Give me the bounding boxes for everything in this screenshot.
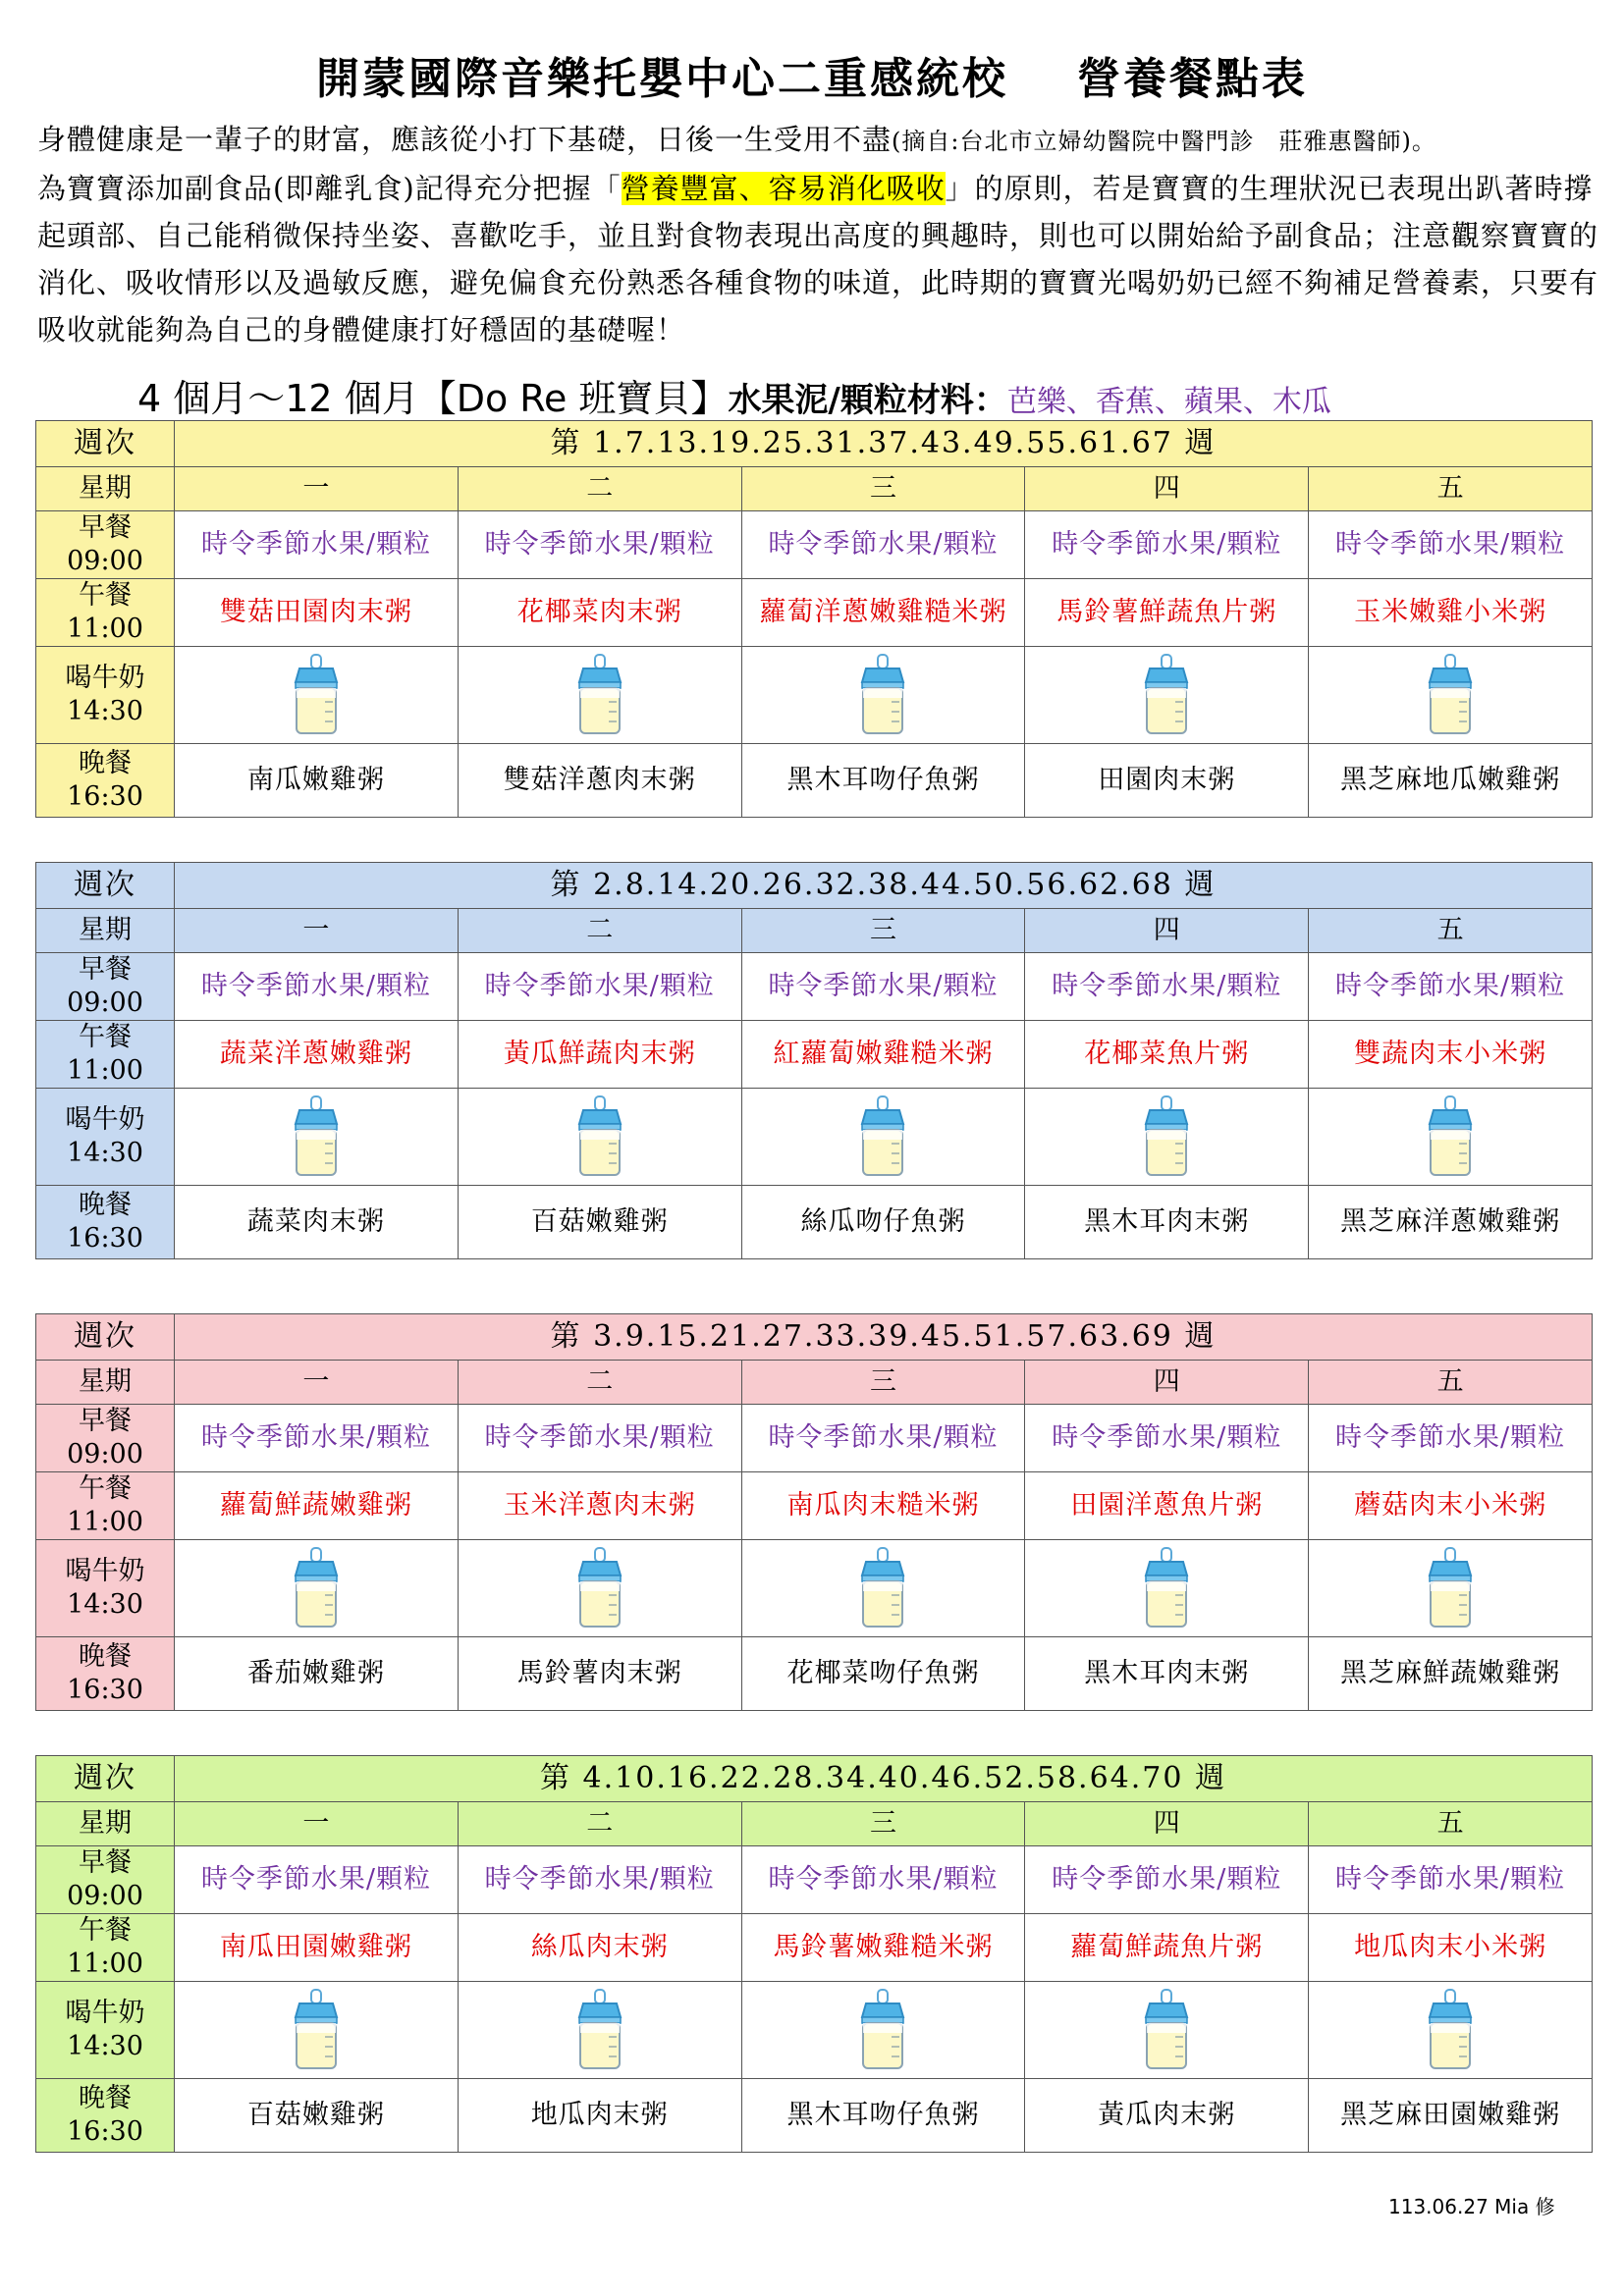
lunch-cell: 馬鈴薯嫩雞糙米粥 xyxy=(741,1914,1025,1982)
breakfast-cell: 時令季節水果/顆粒 xyxy=(1309,1405,1593,1472)
lunch-cell: 紅蘿蔔嫩雞糙米粥 xyxy=(741,1021,1025,1089)
meal-time: 11:00 xyxy=(67,1949,143,1979)
week-numbers: 第 3.9.15.21.27.33.39.45.51.57.63.69 週 xyxy=(175,1314,1593,1361)
milk-cell xyxy=(1309,1089,1593,1186)
dinner-cell: 地瓜肉末粥 xyxy=(458,2079,741,2153)
meal-time: 09:00 xyxy=(67,1439,143,1469)
meal-time: 16:30 xyxy=(67,1223,143,1254)
milk-cell xyxy=(458,1540,741,1637)
breakfast-cell: 時令季節水果/顆粒 xyxy=(175,511,459,579)
dinner-cell: 百菇嫩雞粥 xyxy=(175,2079,459,2153)
milk-cell xyxy=(741,1982,1025,2079)
meal-name: 午餐 xyxy=(79,1022,132,1052)
week-label: 週次 xyxy=(36,421,175,467)
lunch-label xyxy=(36,579,175,647)
meal-name: 晚餐 xyxy=(79,1641,132,1672)
milk-bottle-icon xyxy=(566,1988,634,2072)
day-header: 四 xyxy=(1025,909,1309,953)
meal-name: 早餐 xyxy=(79,512,132,543)
meal-time: 09:00 xyxy=(67,1881,143,1911)
breakfast-cell: 時令季節水果/顆粒 xyxy=(175,1846,459,1914)
milk-bottle-icon xyxy=(848,1546,917,1630)
milk-cell xyxy=(458,647,741,744)
meal-time: 14:30 xyxy=(67,2031,143,2061)
milk-cell xyxy=(1309,647,1593,744)
meal-name: 喝牛奶 xyxy=(65,663,145,693)
menu-table-2 xyxy=(35,862,1593,1259)
revision-note: 113.06.27 Mia 修 xyxy=(1388,2195,1555,2218)
day-header: 四 xyxy=(1025,467,1309,511)
meal-name: 午餐 xyxy=(79,1915,132,1946)
dinner-cell: 絲瓜吻仔魚粥 xyxy=(741,1186,1025,1259)
lunch-cell: 蘿蔔洋蔥嫩雞糙米粥 xyxy=(741,579,1025,647)
milk-bottle-icon xyxy=(848,653,917,737)
day-label: 星期 xyxy=(36,1361,175,1405)
day-header: 一 xyxy=(175,909,459,953)
meal-name: 喝牛奶 xyxy=(65,1104,145,1135)
day-label: 星期 xyxy=(36,1802,175,1846)
milk-cell xyxy=(741,647,1025,744)
dinner-cell: 黑木耳肉末粥 xyxy=(1025,1637,1309,1711)
day-header: 一 xyxy=(175,1361,459,1405)
dinner-cell: 蔬菜肉末粥 xyxy=(175,1186,459,1259)
meal-time: 16:30 xyxy=(67,781,143,812)
week-numbers: 第 2.8.14.20.26.32.38.44.50.56.62.68 週 xyxy=(175,863,1593,909)
milk-cell xyxy=(175,1540,459,1637)
milk-bottle-icon xyxy=(566,653,634,737)
milk-bottle-icon xyxy=(1132,1095,1201,1179)
day-header: 三 xyxy=(741,909,1025,953)
milk-cell xyxy=(175,1089,459,1186)
dinner-cell: 番茄嫩雞粥 xyxy=(175,1637,459,1711)
day-header: 二 xyxy=(458,467,741,511)
lunch-cell: 蘑菇肉末小米粥 xyxy=(1309,1472,1593,1540)
dinner-cell: 黃瓜肉末粥 xyxy=(1025,2079,1309,2153)
day-header: 二 xyxy=(458,1802,741,1846)
menu-table-3 xyxy=(35,1313,1593,1711)
day-label: 星期 xyxy=(36,467,175,511)
lunch-cell: 馬鈴薯鮮蔬魚片粥 xyxy=(1025,579,1309,647)
milk-bottle-icon xyxy=(1132,653,1201,737)
dinner-cell: 黑芝麻洋蔥嫩雞粥 xyxy=(1309,1186,1593,1259)
day-header: 五 xyxy=(1309,1361,1593,1405)
menu-table-1 xyxy=(35,420,1593,818)
week-label: 週次 xyxy=(36,863,175,909)
breakfast-label xyxy=(36,1405,175,1472)
lunch-cell: 蔬菜洋蔥嫩雞粥 xyxy=(175,1021,459,1089)
milk-label xyxy=(36,1540,175,1637)
meal-time: 11:00 xyxy=(67,1055,143,1086)
breakfast-cell: 時令季節水果/顆粒 xyxy=(1309,1846,1593,1914)
lunch-cell: 地瓜肉末小米粥 xyxy=(1309,1914,1593,1982)
meal-name: 晚餐 xyxy=(79,1190,132,1220)
breakfast-cell: 時令季節水果/顆粒 xyxy=(458,953,741,1021)
week-label: 週次 xyxy=(36,1756,175,1802)
day-header: 五 xyxy=(1309,1802,1593,1846)
intro-highlight: 營養豐富、容易消化吸收 xyxy=(621,172,946,205)
meal-time: 09:00 xyxy=(67,988,143,1018)
breakfast-cell: 時令季節水果/顆粒 xyxy=(458,511,741,579)
meal-name: 晚餐 xyxy=(79,748,132,778)
day-label: 星期 xyxy=(36,909,175,953)
day-header: 二 xyxy=(458,909,741,953)
dinner-cell: 百菇嫩雞粥 xyxy=(458,1186,741,1259)
lunch-cell: 南瓜肉末糙米粥 xyxy=(741,1472,1025,1540)
intro-source: (摘自:台北市立婦幼醫院中醫門診 莊雅惠醫師)。 xyxy=(892,128,1436,155)
lunch-cell: 田園洋蔥魚片粥 xyxy=(1025,1472,1309,1540)
meal-time: 14:30 xyxy=(67,696,143,726)
breakfast-cell: 時令季節水果/顆粒 xyxy=(1025,953,1309,1021)
dinner-label xyxy=(36,744,175,818)
fruit-list: 芭樂、香蕉、蘋果、木瓜 xyxy=(1006,385,1331,419)
breakfast-cell: 時令季節水果/顆粒 xyxy=(1025,511,1309,579)
lunch-label xyxy=(36,1472,175,1540)
milk-cell xyxy=(741,1089,1025,1186)
intro-text-3: 」的原則，若是寶寶的生理狀況已表現出趴著時撐起頭部、自己能稍微保持坐姿、喜歡吃手，並且對食物表現出高度的興趣時，則也可以開始給予副食品；注意觀察寶寶的消化、吸收情形以及過敏反應，避免偏食充份熟悉各種食物的味道，此時期的寶寶光喝奶奶已經不夠補足營養素，只要有吸收就能夠為自己的身體健康打好穩固的基礎喔！ xyxy=(37,172,1599,347)
school-name: 開蒙國際音樂托嬰中心二重感統校 xyxy=(316,54,1008,104)
breakfast-cell: 時令季節水果/顆粒 xyxy=(175,1405,459,1472)
meal-name: 喝牛奶 xyxy=(65,1998,145,2028)
milk-cell xyxy=(175,1982,459,2079)
dinner-cell: 花椰菜吻仔魚粥 xyxy=(741,1637,1025,1711)
lunch-cell: 玉米洋蔥肉末粥 xyxy=(458,1472,741,1540)
breakfast-label xyxy=(36,511,175,579)
dinner-cell: 黑芝麻田園嫩雞粥 xyxy=(1309,2079,1593,2153)
milk-bottle-icon xyxy=(282,1988,351,2072)
milk-label xyxy=(36,1982,175,2079)
dinner-cell: 馬鈴薯肉末粥 xyxy=(458,1637,741,1711)
milk-bottle-icon xyxy=(1416,653,1485,737)
meal-time: 11:00 xyxy=(67,614,143,644)
dinner-label xyxy=(36,1637,175,1711)
day-header: 三 xyxy=(741,1802,1025,1846)
lunch-label xyxy=(36,1021,175,1089)
milk-bottle-icon xyxy=(282,1095,351,1179)
meal-name: 早餐 xyxy=(79,954,132,985)
breakfast-cell: 時令季節水果/顆粒 xyxy=(1309,953,1593,1021)
fruit-label: 水果泥/顆粒材料 xyxy=(728,381,974,420)
dinner-cell: 雙菇洋蔥肉末粥 xyxy=(458,744,741,818)
page-title xyxy=(0,43,1624,106)
meal-time: 16:30 xyxy=(67,2116,143,2147)
week-label: 週次 xyxy=(36,1314,175,1361)
meal-time: 14:30 xyxy=(67,1589,143,1620)
milk-cell xyxy=(1025,647,1309,744)
intro-paragraph xyxy=(37,116,1598,353)
milk-cell xyxy=(1309,1982,1593,2079)
breakfast-cell: 時令季節水果/顆粒 xyxy=(741,1405,1025,1472)
week-numbers: 第 4.10.16.22.28.34.40.46.52.58.64.70 週 xyxy=(175,1756,1593,1802)
day-header: 四 xyxy=(1025,1361,1309,1405)
meal-time: 14:30 xyxy=(67,1138,143,1168)
meal-time: 16:30 xyxy=(67,1675,143,1705)
breakfast-cell: 時令季節水果/顆粒 xyxy=(458,1405,741,1472)
dinner-cell: 黑木耳吻仔魚粥 xyxy=(741,2079,1025,2153)
lunch-cell: 南瓜田園嫩雞粥 xyxy=(175,1914,459,1982)
milk-bottle-icon xyxy=(566,1095,634,1179)
dinner-cell: 黑芝麻地瓜嫩雞粥 xyxy=(1309,744,1593,818)
dinner-label xyxy=(36,1186,175,1259)
dinner-cell: 南瓜嫩雞粥 xyxy=(175,744,459,818)
milk-bottle-icon xyxy=(1132,1988,1201,2072)
milk-bottle-icon xyxy=(566,1546,634,1630)
lunch-cell: 花椰菜肉末粥 xyxy=(458,579,741,647)
milk-cell xyxy=(175,647,459,744)
breakfast-label xyxy=(36,1846,175,1914)
meal-name: 午餐 xyxy=(79,1473,132,1504)
milk-cell xyxy=(741,1540,1025,1637)
breakfast-cell: 時令季節水果/顆粒 xyxy=(741,953,1025,1021)
lunch-cell: 雙菇田園肉末粥 xyxy=(175,579,459,647)
lunch-cell: 絲瓜肉末粥 xyxy=(458,1914,741,1982)
breakfast-label xyxy=(36,953,175,1021)
age-range: 4 個月～12 個月【Do Re 班寶貝】 xyxy=(137,377,729,420)
age-subtitle xyxy=(137,368,1591,422)
milk-bottle-icon xyxy=(1416,1095,1485,1179)
breakfast-cell: 時令季節水果/顆粒 xyxy=(175,953,459,1021)
meal-time: 11:00 xyxy=(67,1507,143,1537)
meal-name: 早餐 xyxy=(79,1406,132,1436)
milk-cell xyxy=(1025,1089,1309,1186)
day-header: 一 xyxy=(175,1802,459,1846)
meal-name: 喝牛奶 xyxy=(65,1556,145,1586)
milk-label xyxy=(36,1089,175,1186)
day-header: 三 xyxy=(741,1361,1025,1405)
milk-bottle-icon xyxy=(1416,1988,1485,2072)
milk-bottle-icon xyxy=(282,653,351,737)
dinner-cell: 黑芝麻鮮蔬嫩雞粥 xyxy=(1309,1637,1593,1711)
day-header: 五 xyxy=(1309,909,1593,953)
menu-title: 營養餐點表 xyxy=(1077,54,1308,104)
milk-bottle-icon xyxy=(282,1546,351,1630)
week-numbers: 第 1.7.13.19.25.31.37.43.49.55.61.67 週 xyxy=(175,421,1593,467)
day-header: 四 xyxy=(1025,1802,1309,1846)
breakfast-cell: 時令季節水果/顆粒 xyxy=(1025,1846,1309,1914)
lunch-cell: 蘿蔔鮮蔬魚片粥 xyxy=(1025,1914,1309,1982)
dinner-label xyxy=(36,2079,175,2153)
milk-cell xyxy=(458,1089,741,1186)
meal-name: 午餐 xyxy=(79,580,132,611)
milk-cell xyxy=(1025,1540,1309,1637)
milk-bottle-icon xyxy=(848,1988,917,2072)
lunch-cell: 雙蔬肉末小米粥 xyxy=(1309,1021,1593,1089)
lunch-cell: 蘿蔔鮮蔬嫩雞粥 xyxy=(175,1472,459,1540)
lunch-label xyxy=(36,1914,175,1982)
milk-bottle-icon xyxy=(848,1095,917,1179)
dinner-cell: 田園肉末粥 xyxy=(1025,744,1309,818)
lunch-cell: 玉米嫩雞小米粥 xyxy=(1309,579,1593,647)
milk-bottle-icon xyxy=(1132,1546,1201,1630)
intro-text-1: 身體健康是一輩子的財富，應該從小打下基礎，日後一生受用不盡 xyxy=(37,123,893,156)
lunch-cell: 黃瓜鮮蔬肉末粥 xyxy=(458,1021,741,1089)
dinner-cell: 黑木耳肉末粥 xyxy=(1025,1186,1309,1259)
lunch-cell: 花椰菜魚片粥 xyxy=(1025,1021,1309,1089)
breakfast-cell: 時令季節水果/顆粒 xyxy=(741,511,1025,579)
intro-text-2: 為寶寶添加副食品(即離乳食)記得充分把握「 xyxy=(37,172,622,205)
milk-cell xyxy=(1309,1540,1593,1637)
meal-time: 09:00 xyxy=(67,546,143,576)
dinner-cell: 黑木耳吻仔魚粥 xyxy=(741,744,1025,818)
fruit-colon: ： xyxy=(973,381,1007,420)
milk-bottle-icon xyxy=(1416,1546,1485,1630)
breakfast-cell: 時令季節水果/顆粒 xyxy=(1309,511,1593,579)
milk-cell xyxy=(458,1982,741,2079)
milk-cell xyxy=(1025,1982,1309,2079)
day-header: 三 xyxy=(741,467,1025,511)
day-header: 二 xyxy=(458,1361,741,1405)
breakfast-cell: 時令季節水果/顆粒 xyxy=(458,1846,741,1914)
day-header: 一 xyxy=(175,467,459,511)
day-header: 五 xyxy=(1309,467,1593,511)
breakfast-cell: 時令季節水果/顆粒 xyxy=(1025,1405,1309,1472)
meal-name: 晚餐 xyxy=(79,2083,132,2113)
breakfast-cell: 時令季節水果/顆粒 xyxy=(741,1846,1025,1914)
meal-name: 早餐 xyxy=(79,1847,132,1878)
menu-table-4 xyxy=(35,1755,1593,2153)
milk-label xyxy=(36,647,175,744)
